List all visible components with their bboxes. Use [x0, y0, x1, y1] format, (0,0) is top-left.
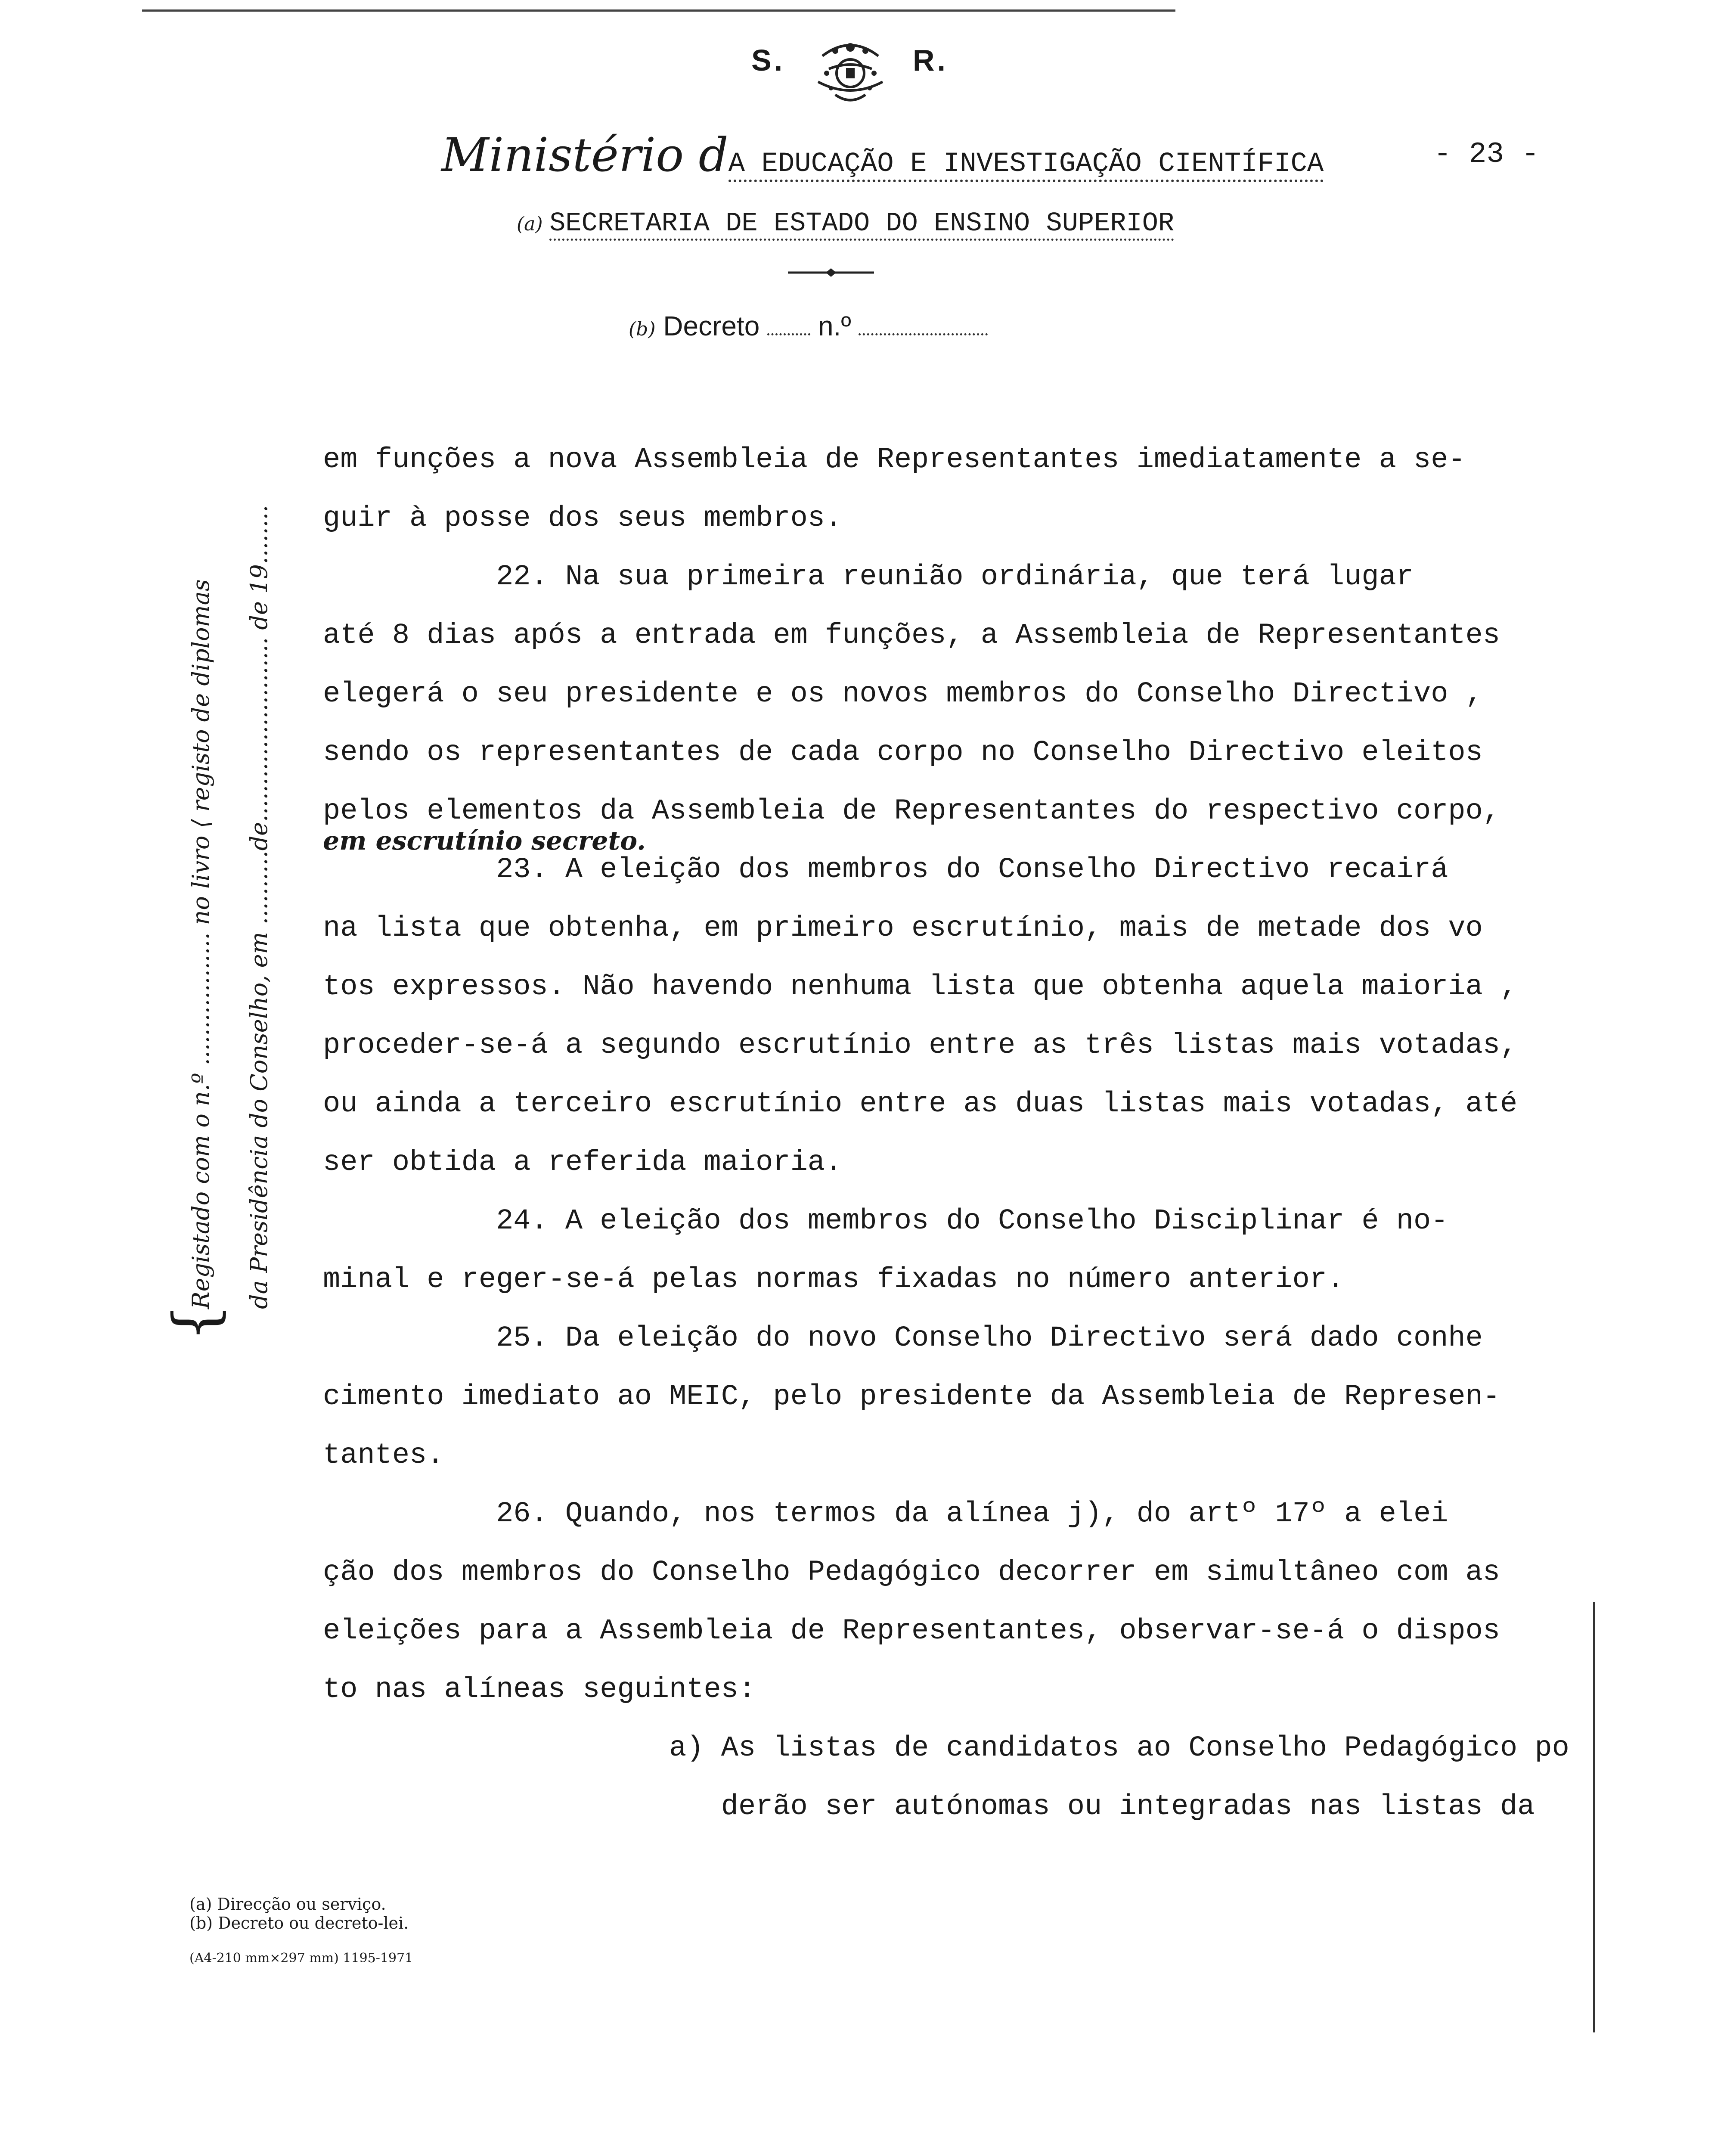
ministry-prefix: Ministério d	[441, 128, 728, 182]
body-line: derão ser autónomas ou integradas nas listas da	[323, 1790, 1535, 1823]
body-line: sendo os representantes de cada corpo no Conselho Directivo eleitos	[323, 736, 1483, 769]
divider-ornament	[788, 266, 874, 279]
page-number: - 23 -	[1434, 138, 1539, 171]
body-line: 25. Da eleição do novo Conselho Directivo será dado conhe	[323, 1322, 1483, 1355]
decreto-number-blank	[859, 316, 988, 335]
margin-presidency-text: da Presidência do Conselho, em ..........de......................... de 19........	[245, 505, 273, 1309]
decreto-line	[629, 310, 988, 342]
footnote-marker-a: (a)	[517, 213, 543, 235]
body-line: ser obtida a referida maioria.	[323, 1146, 843, 1179]
decreto-type-blank	[767, 316, 810, 335]
ministry-heading	[441, 128, 1324, 183]
body-line: 24. A eleição dos membros do Conselho Disciplinar é no-	[323, 1205, 1448, 1238]
body-line: a) As listas de candidatos ao Conselho Pedagógico po	[323, 1732, 1569, 1765]
body-line: tantes.	[323, 1439, 444, 1472]
margin-brace-icon: {	[161, 1303, 231, 1342]
handwritten-insert: em escrutínio secreto.	[323, 826, 646, 856]
footnote-marker-b: (b)	[629, 318, 656, 340]
scan-edge-mark	[1593, 1602, 1595, 2032]
body-line: em funções a nova Assembleia de Representantes imediatamente a se-	[323, 444, 1466, 476]
body-line: tos expressos. Não havendo nenhuma lista que obtenha aquela maioria ,	[323, 971, 1518, 1003]
body-line: 26. Quando, nos termos da alínea j), do artº 17º a elei	[323, 1498, 1448, 1530]
footnote-b: (b) Decreto ou decreto-lei.	[189, 1914, 409, 1933]
ministry-name: A EDUCAÇÃO E INVESTIGAÇÃO CIENTÍFICA	[728, 149, 1324, 182]
form-reference: (A4-210 mm×297 mm) 1195-1971	[189, 1951, 413, 1966]
body-line: elegerá o seu presidente e os novos membros do Conselho Directivo ,	[323, 678, 1483, 710]
header-letter-r: R.	[913, 43, 948, 77]
body-line: guir à posse dos seus membros.	[323, 502, 843, 535]
footnote-a: (a) Direcção ou serviço.	[189, 1895, 386, 1914]
body-line: 23. A eleição dos membros do Conselho Directivo recairá	[323, 853, 1448, 886]
margin-registration-text: Registado com o n.º .................. no livro ⟨ registo de diplomas	[187, 579, 214, 1309]
body-line: até 8 dias após a entrada em funções, a Assembleia de Representantes	[323, 619, 1500, 652]
decreto-label: Decreto	[663, 310, 760, 341]
body-line: eleições para a Assembleia de Representantes, observar-se-á o dispos	[323, 1615, 1500, 1647]
secretaria-line	[517, 207, 1174, 239]
body-line: cimento imediato ao MEIC, pelo presidente da Assembleia de Represen-	[323, 1381, 1500, 1413]
body-line: ou ainda a terceiro escrutínio entre as duas listas mais votadas, até	[323, 1088, 1518, 1120]
body-line: to nas alíneas seguintes:	[323, 1673, 756, 1706]
secretaria-name: SECRETARIA DE ESTADO DO ENSINO SUPERIOR	[549, 208, 1174, 241]
body-line: ção dos membros do Conselho Pedagógico decorrer em simultâneo com as	[323, 1556, 1500, 1589]
top-border-line	[142, 9, 1175, 12]
body-line: proceder-se-á a segundo escrutínio entre as três listas mais votadas,	[323, 1029, 1518, 1062]
body-line: pelos elementos da Assembleia de Representantes do respectivo corpo,	[323, 795, 1500, 828]
body-line: 22. Na sua primeira reunião ordinária, que terá lugar	[323, 561, 1414, 593]
header-letter-s: S.	[751, 43, 785, 77]
decreto-number-label: n.º	[818, 310, 851, 341]
body-line: minal e reger-se-á pelas normas fixadas no número anterior.	[323, 1263, 1345, 1296]
body-line: na lista que obtenha, em primeiro escrutínio, mais de metade dos vo	[323, 912, 1483, 945]
coat-of-arms-emblem	[805, 30, 896, 112]
